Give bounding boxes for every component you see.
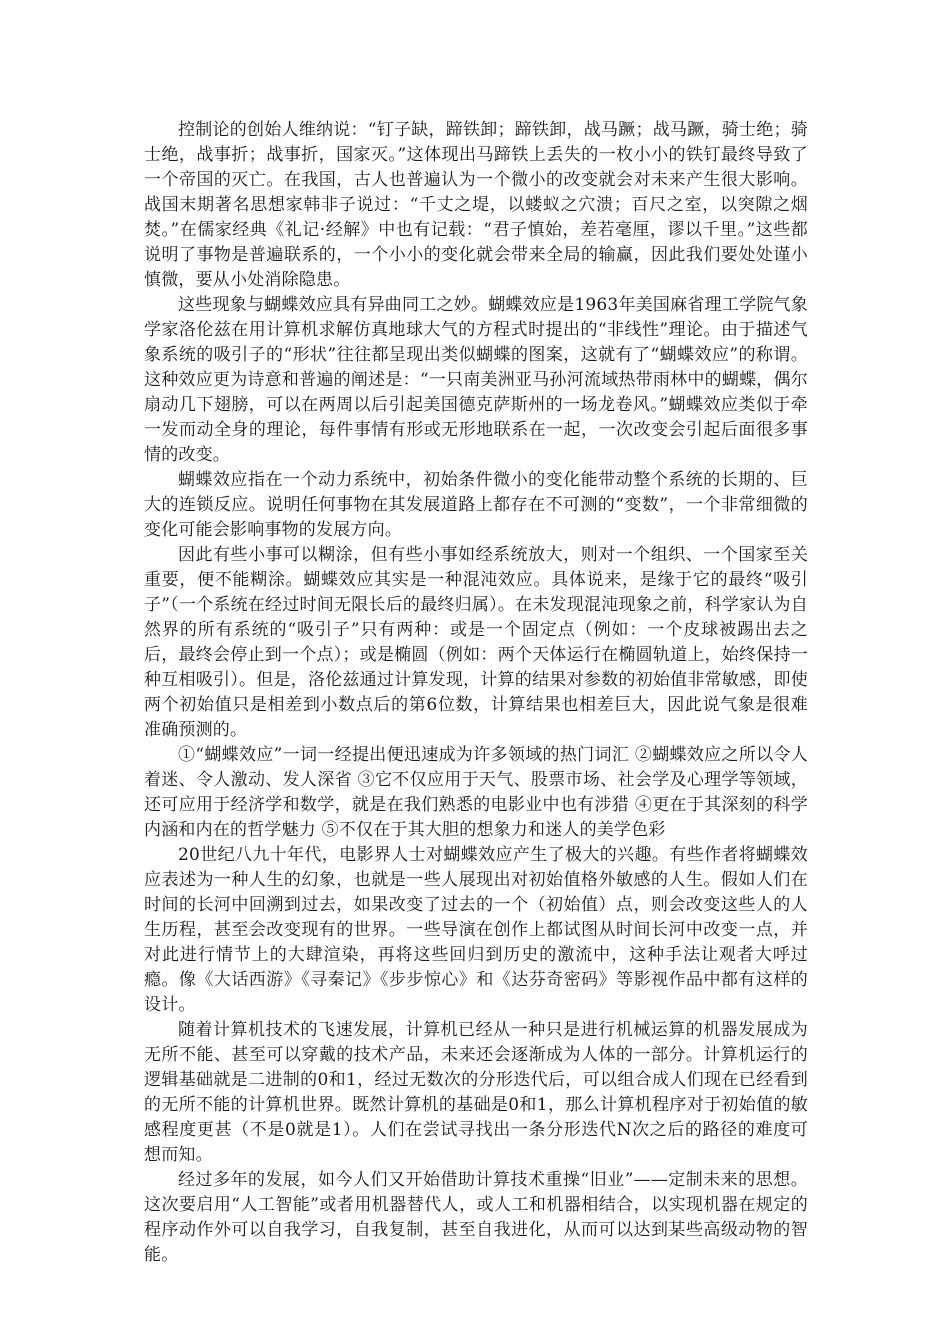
paragraph-7: 随着计算机技术的飞速发展，计算机已经从一种只是进行机械运算的机器发展成为无所不能、甚至可以穿戴的技术产品，未来还会逐渐成为人体的一部分。计算机运行的逻辑基础就是二进制的0和1，经过无数次的分形迭代后，可以组合成人们现在已经看到的无所不能的计算机世界。既然计算机的基础是0和1，那么计算机程序对于初始值的敏感程度更甚（不是0就是1）。人们在尝试寻找出一条分形迭代N次之后的路径的难度可想而知。 — [144, 1020, 808, 1165]
document-body — [144, 118, 808, 1268]
paragraph-4: 因此有些小事可以糊涂，但有些小事如经系统放大，则对一个组织、一个国家至关重要，便不能糊涂。蝴蝶效应其实是一种混沌效应。具体说来，是缘于它的最终“吸引子”（一个系统在经过时间无限长后的最终归属）。在未发现混沌现象之前，科学家认为自然界的所有系统的“吸引子”只有两种：或是一个固定点（例如：一个皮球被踢出去之后，最终会停止到一个点）；或是椭圆（例如：两个天体运行在椭圆轨道上，始终保持一种互相吸引）。但是，洛伦兹通过计算发现，计算的结果对参数的初始值非常敏感，即使两个初始值只是相差到小数点后的第6位数，计算结果也相差巨大，因此说气象是很难准确预测的。 — [144, 545, 808, 740]
paragraph-8: 经过多年的发展，如今人们又开始借助计算技术重操“旧业”——定制未来的思想。这次要启用“人工智能”或者用机器替代人，或人工和机器相结合，以实现机器在规定的程序动作外可以自我学习，自我复制，甚至自我进化，从而可以达到某些高级动物的智能。 — [144, 1170, 808, 1265]
paragraph-2: 这些现象与蝴蝶效应具有异曲同工之妙。蝴蝶效应是1963年美国麻省理工学院气象学家洛伦兹在用计算机求解仿真地球大气的方程式时提出的“非线性”理论。由于描述气象系统的吸引子的“形状”往往都呈现出类似蝴蝶的图案，这就有了“蝴蝶效应”的称谓。这种效应更为诗意和普遍的阐述是：“一只南美洲亚马孙河流域热带雨林中的蝴蝶，偶尔扇动几下翅膀，可以在两周以后引起美国德克萨斯州的一场龙卷风。”蝴蝶效应类似于牵一发而动全身的理论，每件事情有形或无形地联系在一起，一次改变会引起后面很多事情的改变。 — [144, 295, 808, 465]
paragraph-5-ordering-items: ①“蝴蝶效应”一词一经提出便迅速成为许多领域的热门词汇 ②蝴蝶效应之所以令人着迷、令人激动、发人深省 ③它不仅应用于天气、股票市场、社会学及心理学等领域，还可应用于经济学和数学，就是在我们熟悉的电影业中也有涉猎 ④更在于其深刻的科学内涵和内在的哲学魅力 ⑤不仅在于其大胆的想象力和迷人的美学色彩 — [144, 745, 808, 840]
paragraph-6: 20世纪八九十年代，电影界人士对蝴蝶效应产生了极大的兴趣。有些作者将蝴蝶效应表述为一种人生的幻象，也就是一些人展现出对初始值格外敏感的人生。假如人们在时间的长河中回溯到过去，如果改变了过去的一个（初始值）点，则会改变这些人的人生历程，甚至会改变现有的世界。一些导演在创作上都试图从时间长河中改变一点，并对此进行情节上的大肆渲染，再将这些回归到历史的激流中，这种手法让观者大呼过瘾。像《大话西游》《寻秦记》《步步惊心》和《达芬奇密码》等影视作品中都有这样的设计。 — [144, 845, 808, 1015]
paragraph-3: 蝴蝶效应指在一个动力系统中，初始条件微小的变化能带动整个系统的长期的、巨大的连锁反应。说明任何事物在其发展道路上都存在不可测的“变数”，一个非常细微的变化可能会影响事物的发展方向。 — [144, 470, 808, 540]
paragraph-1: 控制论的创始人维纳说：“钉子缺，蹄铁卸；蹄铁卸，战马蹶；战马蹶，骑士绝；骑士绝，战事折；战事折，国家灭。”这体现出马蹄铁上丢失的一枚小小的铁钉最终导致了一个帝国的灭亡。在我国，古人也普遍认为一个微小的改变就会对未来产生很大影响。战国末期著名思想家韩非子说过：“千丈之堤，以蝼蚁之穴溃；百尺之室，以突隙之烟焚。”在儒家经典《礼记·经解》中也有记载：“君子慎始，差若毫厘，谬以千里。”这些都说明了事物是普遍联系的，一个小小的变化就会带来全局的输赢，因此我们要处处谨小慎微，要从小处消除隐患。 — [144, 120, 808, 290]
